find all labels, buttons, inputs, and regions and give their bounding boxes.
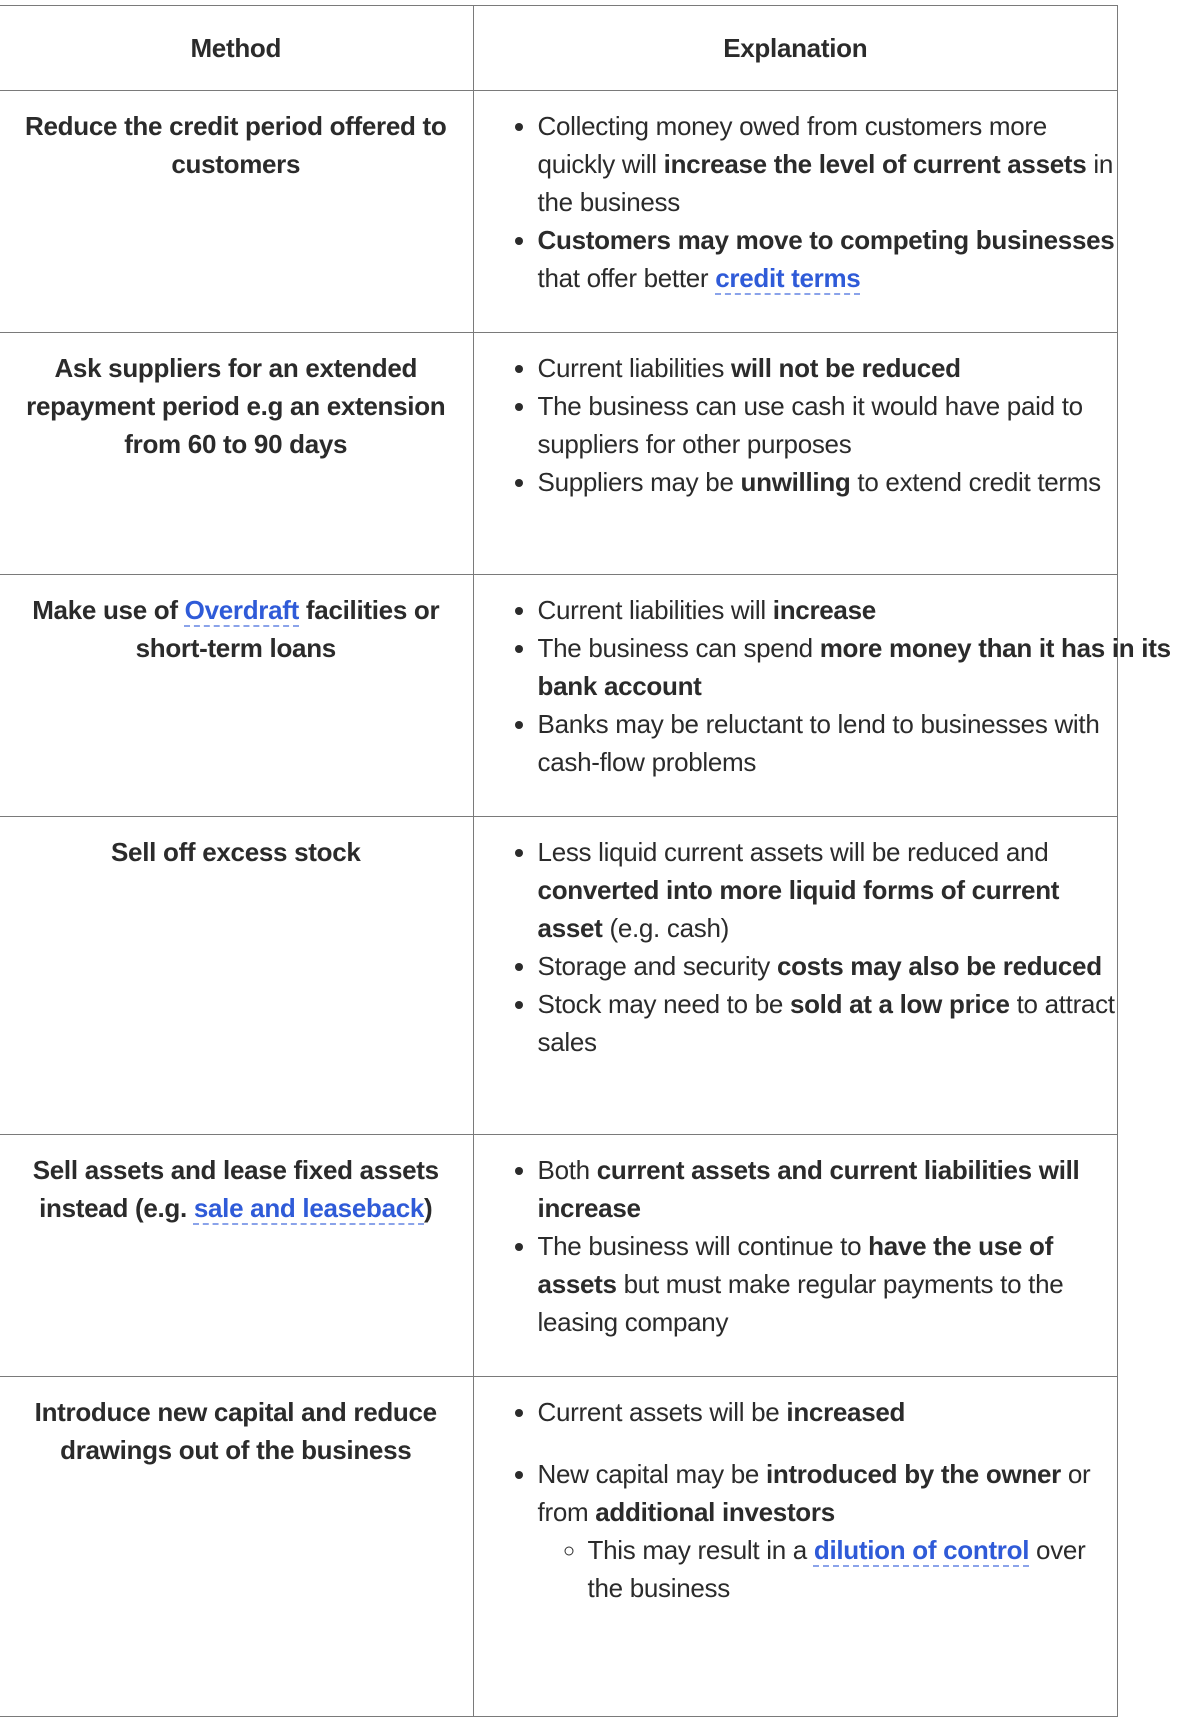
bold-text: current assets and current liabilities will increase (537, 1155, 1080, 1223)
table-row (0, 1377, 1118, 1717)
explanation-cell (473, 333, 1117, 575)
list-item (538, 1151, 1117, 1227)
bold-text: additional investors (595, 1497, 835, 1527)
explanation-list (474, 591, 1171, 781)
sale-and-leaseback-link[interactable]: sale and leaseback (193, 1193, 425, 1223)
bold-text: sold at a low price (789, 989, 1010, 1019)
table-row (0, 91, 1118, 333)
bold-text: unwilling (740, 467, 851, 497)
method-cell (0, 91, 473, 333)
list-item (538, 463, 1117, 501)
bold-text: increase the level of current assets (663, 149, 1087, 179)
text: The business can spend (537, 633, 820, 663)
text: Suppliers may be (537, 467, 741, 497)
text: Current assets will be (537, 1397, 787, 1427)
list-item (538, 387, 1117, 463)
method-text: Sell off excess stock (111, 837, 361, 867)
explanation-cell (473, 817, 1117, 1135)
bold-text: Customers may move to competing businesses (537, 225, 1115, 255)
explanation-list (474, 107, 1117, 297)
text: The business can use cash it would have paid to suppliers for other purposes (537, 391, 1083, 459)
table-row (0, 1135, 1118, 1377)
list-item (538, 629, 1177, 705)
text: or from (537, 1459, 1091, 1527)
text: to extend credit terms (850, 467, 1101, 497)
header-method: Method (0, 6, 473, 91)
method-text: Ask suppliers for an extended repayment period e.g an extension from 60 to 90 days (26, 353, 446, 459)
credit-terms-link[interactable]: credit terms (715, 263, 861, 293)
method-text: Make use of (32, 595, 185, 625)
text: (e.g. cash) (602, 913, 729, 943)
text: Storage and security (537, 951, 777, 981)
header-row (0, 6, 1118, 91)
method-text: Sell assets and lease fixed assets instead (e.g. (32, 1155, 439, 1223)
text: The business will continue to (537, 1231, 869, 1261)
text: Collecting money owed from customers more quickly will (537, 111, 1047, 179)
bold-text: have the use of assets (537, 1231, 1053, 1299)
methods-table (0, 5, 1171, 1717)
text: that offer better (537, 263, 716, 293)
text: Less liquid current assets will be reduced and (537, 837, 1049, 867)
text: to attract sales (537, 989, 1115, 1057)
list-item (538, 107, 1117, 221)
text: Current liabilities will (537, 595, 773, 625)
list-item (538, 985, 1117, 1061)
dilution-of-control-link[interactable]: dilution of control (813, 1535, 1030, 1565)
bold-text: more money than it has in its bank account (537, 633, 1171, 701)
list-item (538, 1227, 1117, 1341)
list-item (538, 947, 1117, 985)
list-item (538, 349, 1117, 387)
explanation-cell (473, 575, 1171, 817)
method-text: Reduce the credit period offered to customers (25, 111, 447, 179)
table-row (0, 575, 1118, 817)
method-cell (0, 817, 473, 1135)
text: New capital may be (537, 1459, 766, 1489)
text: Current liabilities (537, 353, 731, 383)
method-cell (0, 575, 473, 817)
header-explanation: Explanation (473, 6, 1117, 91)
list-item (538, 1455, 1117, 1607)
method-text: ) (424, 1193, 433, 1223)
method-text: Introduce new capital and reduce drawings out of the business (34, 1397, 437, 1465)
explanation-cell (473, 91, 1117, 333)
list-item (538, 833, 1117, 947)
list-item (538, 221, 1117, 297)
bold-text: increase (772, 595, 876, 625)
sub-list (538, 1531, 1117, 1607)
method-cell (0, 333, 473, 575)
text: but must make regular payments to the leasing company (537, 1269, 1064, 1337)
sub-list-item (588, 1531, 1117, 1607)
explanation-list (474, 1393, 1117, 1607)
explanation-list (474, 1151, 1117, 1341)
text: This may result in a (587, 1535, 814, 1565)
bold-text: costs may also be reduced (776, 951, 1102, 981)
explanation-list (474, 349, 1117, 501)
explanation-list (474, 833, 1117, 1061)
overdraft-link[interactable]: Overdraft (184, 595, 299, 625)
method-cell (0, 1135, 473, 1377)
list-item (538, 705, 1117, 781)
bold-text: increased (786, 1397, 906, 1427)
text: Both (537, 1155, 597, 1185)
text: in the business (537, 149, 1113, 217)
table-row (0, 817, 1118, 1135)
explanation-cell (473, 1135, 1117, 1377)
text: over the business (587, 1535, 1086, 1603)
list-item (538, 1393, 1117, 1431)
method-text: facilities or short-term loans (135, 595, 440, 663)
text: Stock may need to be (537, 989, 790, 1019)
bold-text: converted into more liquid forms of current asset (537, 875, 1060, 943)
method-cell (0, 1377, 473, 1717)
explanation-cell (473, 1377, 1117, 1717)
text: Banks may be reluctant to lend to businesses with cash-flow problems (537, 709, 1100, 777)
bold-text: will not be reduced (730, 353, 961, 383)
bold-text: introduced by the owner (765, 1459, 1061, 1489)
list-item (538, 591, 1117, 629)
table-row (0, 333, 1118, 575)
